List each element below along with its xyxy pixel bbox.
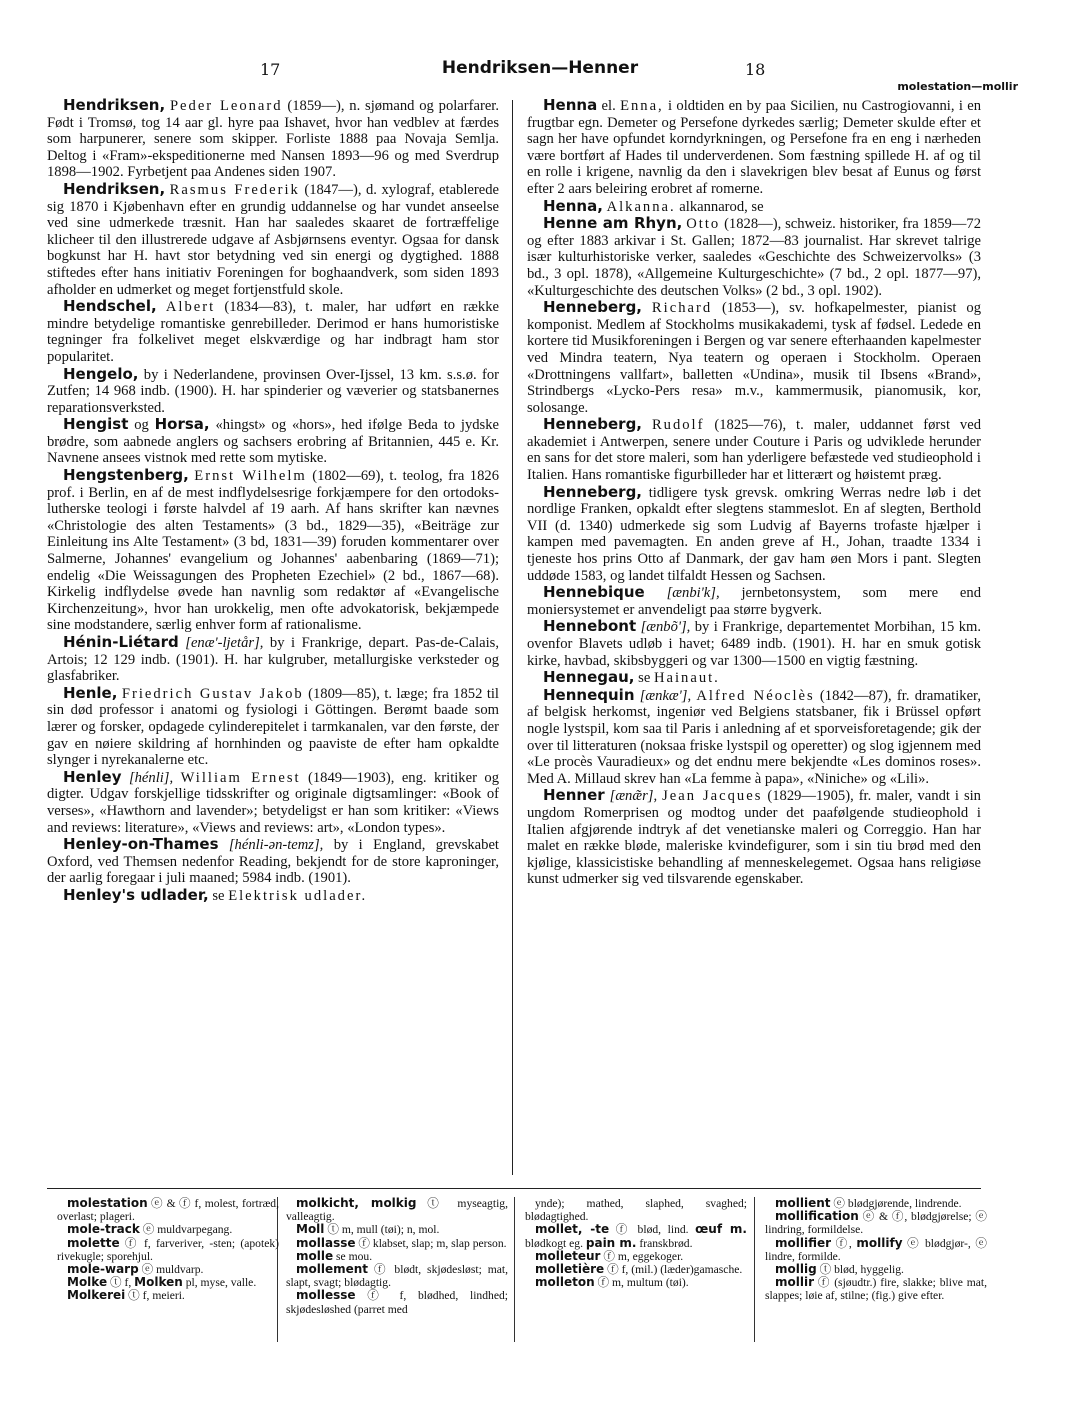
entry-pronunciation: [hénli],: [121, 769, 174, 786]
entry-headword: Hennebont: [543, 617, 637, 636]
glossary-word: pain m.: [585, 1235, 637, 1250]
entry-headword: Hendschel,: [63, 297, 157, 316]
entry-pronunciation: [ænbõ'],: [636, 619, 691, 636]
dictionary-entry: [47, 416, 499, 467]
dictionary-entry: [527, 198, 981, 216]
entry-headword: Henna,: [543, 196, 603, 215]
glossary-definition: ⓕ blødt, skjødesløst; mat, slapt, svagt; blødagtig.: [286, 1263, 508, 1290]
entry-spaced-name: Rudolf: [651, 417, 705, 434]
right-page-number: 18: [745, 60, 766, 79]
entry-spaced-name: Alkanna.: [606, 198, 676, 215]
glossary-definition: blødkogt eg.: [525, 1236, 586, 1250]
dictionary-entry: [527, 584, 981, 618]
glossary-word: molleteur: [535, 1248, 601, 1263]
page-title: Hendriksen—Henner: [441, 58, 639, 78]
entry-headword: Henley: [63, 767, 122, 786]
glossary-definition: ⓔ muldvarp.: [138, 1263, 204, 1277]
entry-headword: Hénin-Liétard: [63, 633, 179, 651]
entry-text: (1849—1903), eng. kritiker og digter. Udgav forskjellige tidsskrifter og originale digtsamlinger: «Book of verses», «Hawthorn and lavender»; betydeligst er han som kritiker: «Views and reviews: literature», «Views and reviews: art», «London types».: [47, 769, 499, 836]
entry-headword: Henner: [543, 786, 605, 805]
glossary-word: molestation: [67, 1196, 148, 1210]
glossary-word: molkicht, molkig: [296, 1196, 417, 1210]
entry-spaced-name: Albert: [165, 299, 216, 316]
entry-headword: Henley's udlader,: [63, 885, 209, 904]
glossary-word: mollification: [775, 1209, 859, 1224]
glossary-definition: ⓕ,: [831, 1236, 857, 1250]
glossary-definition: ynde); mathed, slaphed, svaghed; blødagtighed.: [525, 1197, 747, 1224]
entry-headword: Horsa,: [154, 415, 210, 434]
entry-text: (1829—1905), fr. maler, vandt i sin ungdom Romerprisen og modtog under det paafølgende studieophold i Italien afgjørende indtryk af det venetianske maleri og Correggio. Han har malet en række bløde, maleriske kvindefigurer, som i sin tiu brød med den kjølige, klassicistiske behandling af menneskelegemet. Ogsaa hans religiøse kunst udmerker sig ved tilsvarende egenskaber.: [527, 788, 981, 888]
entry-headword: Hendriksen,: [63, 179, 166, 198]
entry-text: (1802—69), t. teolog, fra 1826 prof. i Berlin, en af de mest indflydelsesrige forkjæmpere for den ortodoks-lutherske teologi i første halvdel af 19 aarh. Af hans skrifter kan nævnes «Christologie des alten Testaments» (3 bd., 1829—35), «Beiträge zur Einleitung ins Alte Testament» (3 bd, 1831—39) foruden kommentarer over Salmerne, Johannes' evangelium og Johannes' aabenbaring (1869—71); endelig «Die Weissagungen des Propheten Ezechiel» (2 bd., 1867—68). Kirkelig indflydelse øvede han navnlig som redaktør af «Evangelische Kirchenzeitung», hvor han urokkelig, men ofte advokatorisk, bekjæmpede sine modstandere, særlig enhver form af rationalisme.: [47, 468, 499, 634]
glossary-column-3: [525, 1197, 747, 1289]
entry-spaced-name: Alfred Néoclès: [696, 687, 815, 704]
glossary-word: mollet, -te: [535, 1222, 610, 1237]
entry-text: jernbetonsystem, som mere end moniersystemet er anvendeligt paa større bygverk.: [527, 585, 981, 618]
glossary-definition: franskbrød.: [636, 1236, 693, 1250]
entry-headword: Henneberg,: [543, 482, 643, 501]
entry-pronunciation: [ænkæ'],: [634, 687, 692, 704]
dictionary-entry: [527, 416, 981, 483]
entry-text: (1825—76), t. maler, uddannet først ved akademiet i Antwerpen, senere under Couture i Paris og udviklede herunder en sans for det store maleri, som han yderligere befæstede ved studieophold i Italien. Hans romantiske figurbilleder har et litterært og høistemt præg.: [527, 417, 982, 484]
glossary-entry: [525, 1197, 747, 1223]
entry-text: (1847—), d. xylograf, etablerede sig 1870 i Kjøbenhavn efter en grundig uddannelse og har vundet anseelse ved sine udmerkede træsnit. Han har saaledes skaaret de fortræffelige klicheer til den illustrerede udgave af Asbjørnsens eventyr. Ogsaa for dansk bogkunst har H. havt stor betydning ved sin energi og dygtighed. 1888 stiftedes efter hans initiativ Foreningen for boghaandverk, som siden 1893 afholder en udmerket og meget fortjenstfuld skole.: [47, 181, 499, 298]
glossary-word: mole-track: [67, 1222, 140, 1237]
entry-headword: Hennequin: [543, 685, 635, 704]
dictionary-entry: [47, 685, 499, 769]
dictionary-entry: [47, 836, 499, 887]
glossary-word: œuf m.: [695, 1222, 747, 1237]
entry-headword: Hennegau,: [543, 668, 635, 687]
glossary-word: mollig: [775, 1262, 817, 1277]
glossary-entry: [765, 1237, 987, 1263]
entry-headword: Hengelo,: [63, 364, 139, 383]
entry-headword: Hengstenberg,: [63, 466, 189, 485]
dictionary-entry: [527, 669, 981, 687]
glossary-entry: [765, 1210, 987, 1236]
entry-headword: Hennebique: [543, 583, 645, 602]
glossary-word: molletière: [535, 1262, 605, 1277]
dictionary-entry: [47, 887, 499, 905]
glossary-entry: [57, 1197, 279, 1223]
entry-spaced-name: Friedrich Gustav Jakob: [121, 685, 304, 702]
glossary-column-4: [765, 1197, 987, 1303]
glossary-definition: ⓕ f, (mil.) (læder)gamasche.: [604, 1263, 743, 1277]
left-column: [47, 97, 499, 905]
footer-range-label: molestation—mollir: [897, 80, 1018, 93]
glossary-definition: ⓔ blødgjørende, lindrende.: [830, 1197, 962, 1210]
glossary-definition: ⓕ blød, lind.: [609, 1223, 696, 1237]
glossary-entry: [286, 1197, 508, 1223]
glossary-definition: ⓕ f, blødhed, lindhed; skjødesløshed (parret med: [286, 1289, 508, 1316]
glossary-word: mole-warp: [67, 1262, 139, 1277]
glossary-word: mollasse: [296, 1235, 356, 1250]
entry-headword: Henneberg,: [543, 415, 643, 434]
glossary-word: mollesse: [296, 1288, 356, 1303]
entry-text: by i Frankrige, departementet Morbihan, 15 km. ovenfor Blavets udløb i havet; 6489 indb. (1901). H. har en smuk gotisk kirke, havbad, skibsbyggeri og var 1300—1500 en vigtig fæstning.: [527, 619, 981, 669]
entry-text: se: [634, 670, 654, 687]
glossary-definition: ⓕ f, farveriver, -sten; (apotek) rivekugle; sporehjul.: [57, 1236, 279, 1263]
glossary-entry: [525, 1276, 747, 1289]
entry-spaced-name: Jean Jacques: [662, 788, 763, 805]
glossary-entry: [286, 1263, 508, 1289]
entry-headword: Henle,: [63, 683, 118, 702]
glossary-definition: ⓔ & ⓕ, blødgjørelse; ⓔ lindring, formildelse.: [765, 1210, 987, 1237]
entry-text: (1809—85), t. læge; fra 1852 til sin død professor i anatomi og fysiologi i Göttingen. Berømt baade som lærer og forsker, opdagede cylinderepitelet i tarmkanalen, var den første, der gav en nøiere skildring af hornhinden og paaviste de efter ham opkaldte slynger i nyrekanalerne etc.: [47, 685, 499, 769]
glossary-entry: [57, 1237, 279, 1263]
dictionary-entry: [527, 787, 981, 888]
glossary-definition: ⓣ m, mull (tøi); n, mol.: [324, 1223, 440, 1237]
entry-text: by i Nederlandene, provinsen Over-Ijssel, 13 km. s.s.ø. for Zutfen; 14 968 indb. (1900). H. har spinderier og væverier og statsbanernes reparationsverksted.: [47, 366, 499, 416]
entry-headword: Henneberg,: [543, 298, 643, 317]
footer-divider: [47, 1188, 981, 1189]
entry-text: (1828—), schweiz. historiker, fra 1859—72 og efter 1883 arkivar i St. Gallen; 1872—83 journalist. Har skrevet talrige især kulturhistoriske verker, saaledes «Geschichte des Schweizervolks» (3 bd., 3 opl. 1878), «Allgemeine Kulturgeschichte» (7 bd., 2 opl. 1877—97), «Kulturgeschichte des deutschen Volks» (2 bd., 3 opl. 1902).: [527, 216, 981, 299]
entry-headword: Hengist: [63, 415, 129, 434]
glossary-entry: [525, 1223, 747, 1249]
entry-text: se: [208, 887, 229, 904]
glossary-word: Molke: [67, 1275, 108, 1290]
entry-spaced-name: Hainaut.: [653, 670, 720, 687]
entry-text: by i Frankrige, depart. Pas-de-Calais, Artois; 12 129 indb. (1901). H. har kulgruber, metallurgiske verksteder og glasfabriker.: [47, 635, 500, 685]
entry-headword: Henley-on-Thames: [63, 835, 219, 854]
entry-text: (1859—), n. sjømand og polarfarer. Født i Tromsø, tog 14 aar gl. hyre paa Ishavet, hvor han vedblev at færdes som harpunerer, senere som skipper. Forliste 1888 paa Novaja Semlja. Deltog i «Fram»-ekspeditionerne med Nansen 1893—96 og med Sverdrup 1898—1902. Fyrbetjent paa Andenes siden 1907.: [47, 98, 500, 181]
entry-text: (1853—), sv. hofkapelmester, pianist og komponist. Medlem af Stockholms musikakademi, tysk af fødsel. Ledede en kortere tid Musikforeningen i Bergen og var senere efterhaanden kapelmester ved Mindra teatern, Nya teatern og operaen i Stockholm. Operaen «Drottningens vallfart», balletten «Undina», musik til Ibsens «Brand», Strindbergs «Lycko-Pers resa» m.v., kammermusik, pianomusik, kor, solosange.: [527, 300, 981, 416]
entry-spaced-name: Elektrisk udlader.: [228, 887, 368, 904]
entry-headword: Henna: [543, 96, 598, 114]
entry-spaced-name: Enna,: [620, 98, 664, 114]
column-divider: [512, 100, 513, 1175]
glossary-entry: [765, 1276, 987, 1302]
footer-column-divider: [514, 1197, 515, 1342]
glossary-word: Molkerei: [67, 1288, 126, 1303]
entry-pronunciation: [ænæ̃r],: [604, 788, 658, 805]
entry-text: tidligere tysk grevsk. omkring Werras nedre løb i det nordlige Franken, opkaldt efter slegtens stammeslot. En af slegten, Berthold VII (d. 1340) udmerkede sig som Ludvig af Bayerns trofaste hjælper i kampen med pavemagten. En anden greve af H., Johan, traadte 1334 i tjeneste hos prins Otto af Danmark, der gav ham øen Mors i pant. Slegten uddøde 1583, og landet tilfaldt Hessen og Sachsen.: [527, 484, 981, 584]
entry-text: «hingst» og «hors», hed ifølge Beda to jydske brødre, som aabnede anglers og sachsers erobring af Britannien, 445 e. Kr. Navnene ansees vistnok med rette som mytiske.: [47, 417, 499, 467]
dictionary-entry: [527, 484, 981, 585]
glossary-word: Molken: [134, 1275, 183, 1290]
glossary-word: Moll: [296, 1222, 325, 1237]
dictionary-entry: [47, 769, 499, 836]
dictionary-entry: [47, 366, 499, 417]
glossary-definition: ⓔ & ⓕ f, molest, fortræd, overlast; plageri.: [57, 1197, 279, 1224]
glossary-definition: ⓕ m, eggekoger.: [600, 1249, 684, 1263]
glossary-definition: ⓕ m, multum (tøi).: [594, 1276, 689, 1290]
dictionary-entry: [47, 298, 499, 365]
glossary-word: molleton: [535, 1275, 595, 1290]
entry-spaced-name: Otto: [686, 216, 721, 233]
glossary-word: mollient: [775, 1196, 831, 1210]
glossary-definition: ⓕ (sjøudtr.) fire, slakke; blive mat, slappes; løie af, stilne; (fig.) give efter.: [765, 1276, 987, 1303]
glossary-definition: ⓕ klabset, slap; m, slap person.: [355, 1236, 507, 1250]
dictionary-entry: [47, 181, 499, 298]
glossary-definition: ⓣ blød, hyggelig.: [816, 1263, 904, 1277]
entry-headword: Hendriksen,: [63, 96, 166, 114]
entry-text: by i England, grevskabet Oxford, ved Themsen nedenfor Reading, bekjendt for de store kaproninger, der aarlig foregaar i juli maaned; 5984 indb. (1901).: [47, 837, 499, 887]
glossary-word: molette: [67, 1235, 120, 1250]
dictionary-entry: [47, 97, 499, 181]
dictionary-entry: [47, 634, 499, 685]
glossary-definition: ⓔ muldvarpegang.: [139, 1223, 233, 1237]
entry-text: (1842—87), fr. dramatiker, af belgisk herkomst, ingeniør ved Belgiens statsbaner, fik i Brüssel opført nogle lystspil, kom saa til Paris i anledning af et sporveisforetagende; gik der over til litteraturen (noksaa friske lystspil og operetter) og slog igjennem med «Le procès Vauradieux» og det endnu mere bekjendte «Les dominos roses». Med A. Millaud skrev han «La femme à papa», «Niniche» og «Lili».: [527, 687, 981, 787]
entry-spaced-name: Ernst Wilhelm: [194, 468, 307, 485]
footer-column-divider: [754, 1197, 755, 1342]
glossary-column-1: [57, 1197, 279, 1303]
entry-text: i oldtiden en by paa Sicilien, nu Castrogiovanni, i en frugtbar egn. Demeter og Persefone dyrkedes særlig; Demeter skulde efter et sagn her have opfundet korndyrkningen, og Persefone fra en eng i nærheden være bortført af Hades til underverdenen. Som fæstning spillede H. af og til en rolle i krigene, navnlig da den i slavekrigen blev besat af Eunus og først efter 2 aars beleiring erobret af romerne.: [527, 98, 981, 197]
dictionary-entry: [527, 618, 981, 669]
glossary-entry: [286, 1289, 508, 1315]
glossary-column-2: [286, 1197, 508, 1316]
dictionary-entry: [47, 467, 499, 634]
entry-pronunciation: [hénli-ən-temz],: [218, 837, 324, 854]
glossary-definition: ⓣ f,: [107, 1276, 135, 1290]
entry-pronunciation: [enæ'-ljetår],: [178, 635, 264, 651]
glossary-word: mollement: [296, 1262, 369, 1277]
glossary-word: molle: [296, 1248, 334, 1263]
entry-spaced-name: Rasmus Frederik: [169, 181, 300, 198]
entry-text: alkannarod, se: [675, 198, 764, 215]
entry-text: og: [128, 417, 155, 434]
entry-headword: Henne am Rhyn,: [543, 214, 683, 233]
glossary-word: mollifier: [775, 1235, 832, 1250]
glossary-word: mollify: [856, 1235, 903, 1250]
glossary-definition: se mou.: [333, 1249, 373, 1263]
glossary-definition: pl, myse, valle.: [182, 1276, 257, 1290]
left-page-number: 17: [260, 60, 281, 79]
glossary-definition: ⓣ myseagtig, valleagtig.: [286, 1197, 508, 1224]
glossary-definition: ⓣ f, meieri.: [125, 1289, 185, 1303]
glossary-word: mollir: [775, 1275, 815, 1290]
right-column: [527, 97, 981, 888]
entry-text: (1834—83), t. maler, har udført en række mindre betydelige romantiske genrebilleder. Derimod er hans humoristiske tegninger fra folkelivet meget elskværdige og har indbragt ham stor popularitet.: [47, 299, 499, 365]
dictionary-entry: [527, 97, 981, 198]
dictionary-entry: [527, 215, 981, 299]
glossary-definition: ⓔ blødgjør-, ⓔ lindre, formilde.: [765, 1236, 987, 1263]
dictionary-entry: [527, 687, 981, 788]
dictionary-entry: [527, 299, 981, 416]
entry-spaced-name: Richard: [651, 300, 713, 317]
entry-pronunciation: [ænbi'k],: [644, 585, 720, 602]
glossary-entry: [57, 1289, 279, 1302]
entry-spaced-name: Peder Leonard: [169, 98, 283, 114]
entry-text: el.: [597, 98, 621, 114]
entry-spaced-name: William Ernest: [180, 769, 301, 786]
